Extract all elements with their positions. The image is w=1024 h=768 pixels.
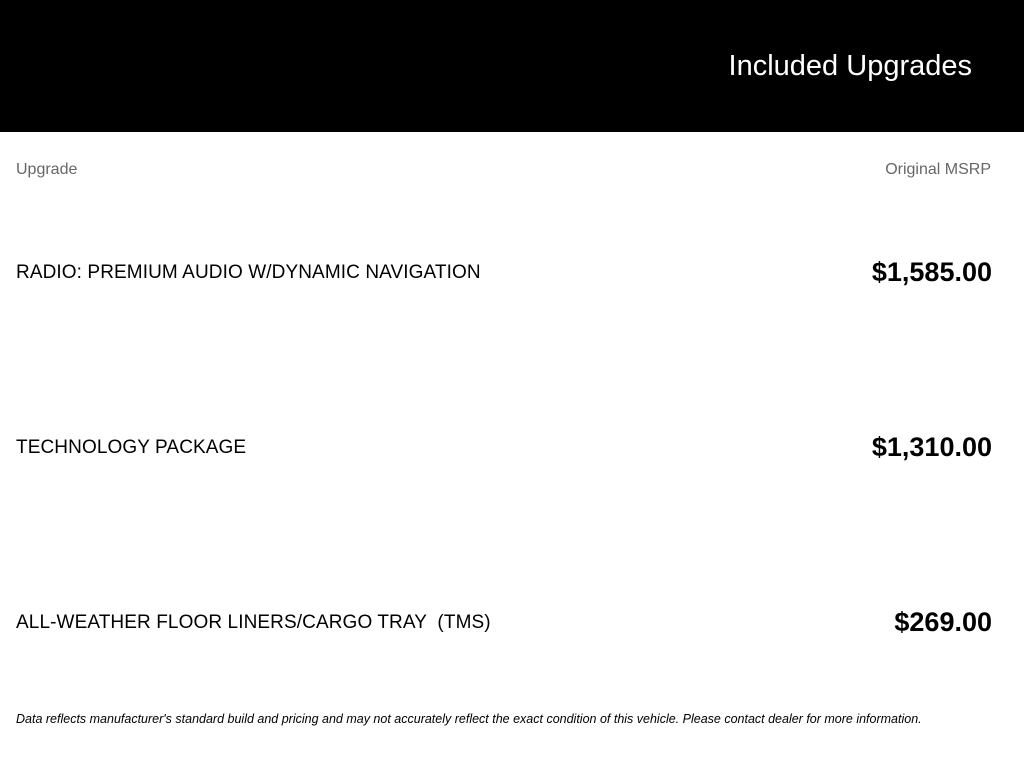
upgrade-price: $269.00 [894, 607, 992, 637]
upgrade-name: RADIO: PREMIUM AUDIO W/DYNAMIC NAVIGATION [16, 262, 481, 283]
header-banner [0, 0, 1024, 132]
upgrade-row [16, 427, 992, 467]
disclaimer-text: Data reflects manufacturer's standard build and pricing and may not accurately reflect the exact condition of this vehicle. Please contact dealer for more information. [16, 712, 922, 726]
upgrade-price: $1,585.00 [871, 257, 992, 287]
page-title: Included Upgrades [728, 50, 972, 82]
column-header-upgrade: Upgrade [16, 161, 78, 178]
upgrade-row [16, 252, 992, 292]
upgrade-name: ALL-WEATHER FLOOR LINERS/CARGO TRAY (TMS) [16, 612, 491, 633]
upgrade-name: TECHNOLOGY PACKAGE [16, 437, 247, 458]
column-header-original-msrp: Original MSRP [885, 161, 991, 178]
upgrade-row [16, 602, 992, 642]
upgrade-price: $1,310.00 [871, 432, 992, 462]
